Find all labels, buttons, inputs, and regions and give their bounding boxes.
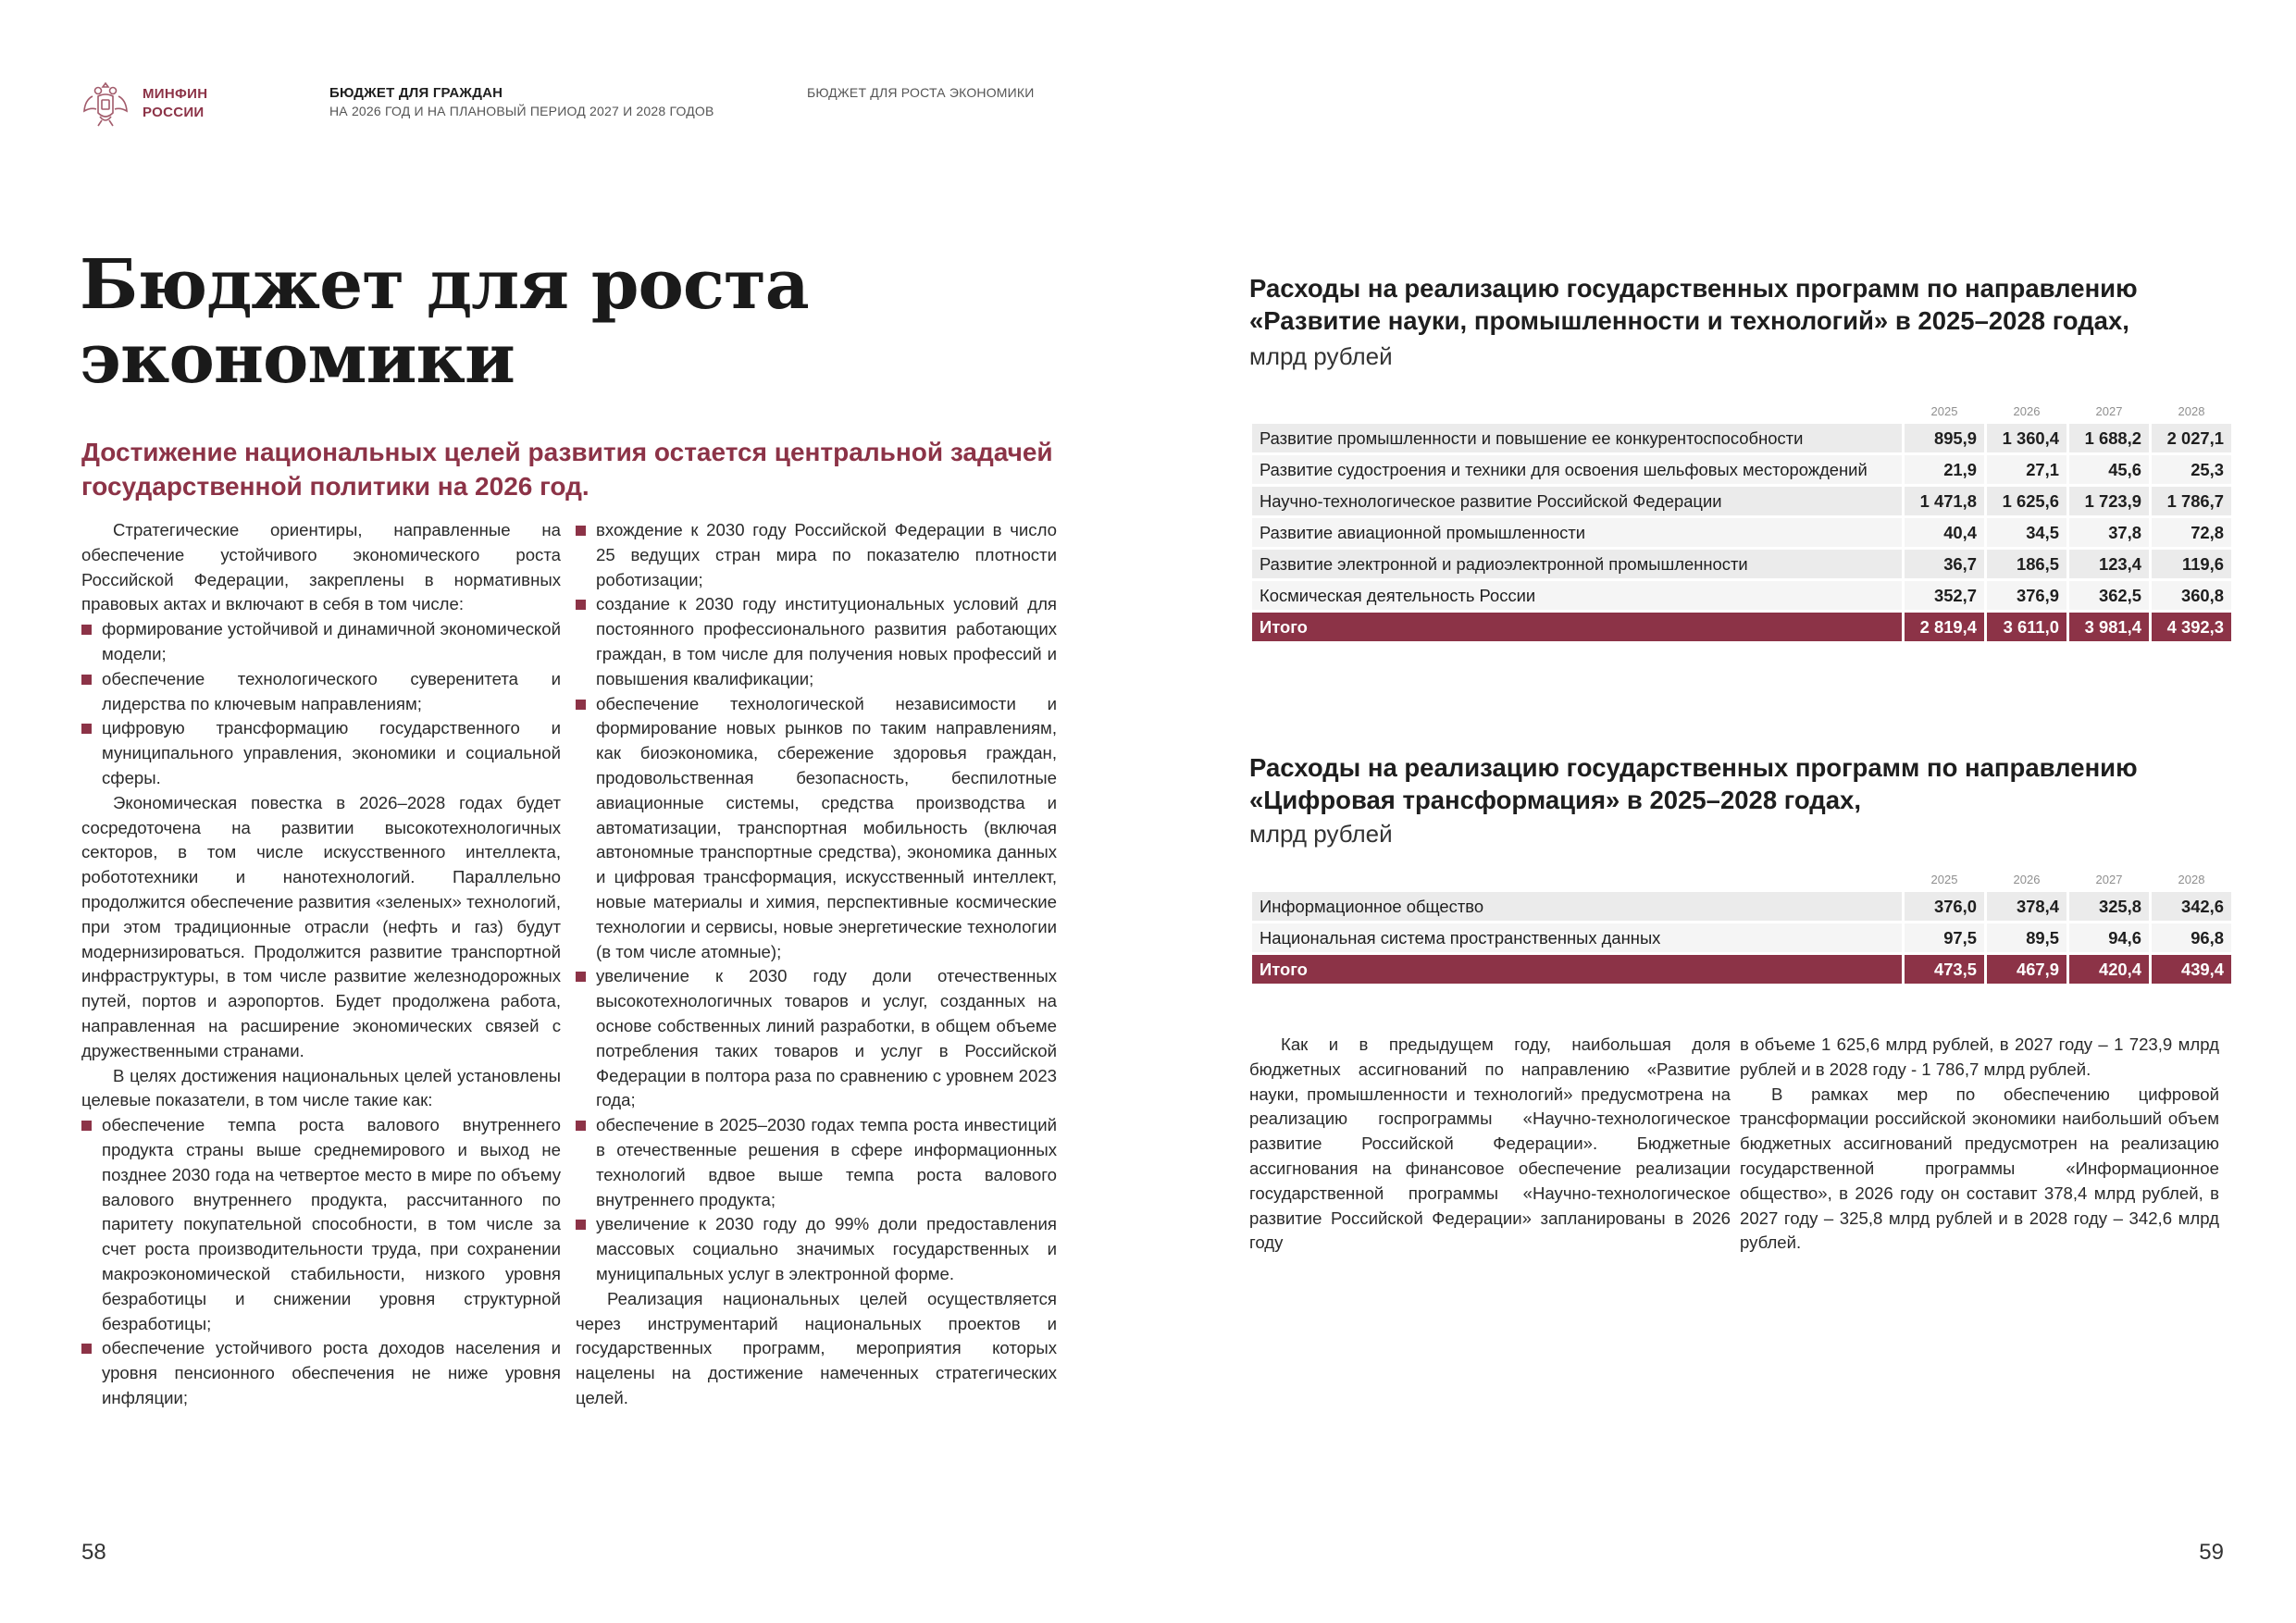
paragraph: Реализация национальных целей осуществляется через инструментарий национальных проектов и государственных программ, мероприятия которых нацелены на достижение намеченных стратегических целей. xyxy=(576,1288,1057,1407)
cell-value: 186,5 xyxy=(1987,550,2066,578)
cell-value: 342,6 xyxy=(2152,892,2231,921)
total-label: Итого xyxy=(1252,613,1902,641)
table-total-row xyxy=(1252,613,2231,641)
cell-value: 362,5 xyxy=(2069,581,2149,610)
total-value: 4 392,3 xyxy=(2152,613,2231,641)
row-label: Космическая деятельность России xyxy=(1252,581,1902,610)
page-title xyxy=(80,245,820,399)
cell-value: 21,9 xyxy=(1905,455,1984,484)
table1-unit: млрд рублей xyxy=(1249,342,1393,370)
row-label: Развитие промышленности и повышение ее конкурентоспособности xyxy=(1252,424,1902,452)
list-item: обеспечение технологической независимости и формирование новых рынков по таким направлениям, как биоэкономика, сбережение здоровья граждан, продовольственная безопасность, беспилотные авиационные системы, средства производства и автоматизации, транспортная мобильность (включая автономные транспортные средства), экономика данных и цифровая трансформация, искусственный интеллект, новые материалы и химия, перспективные космические технологии и сервисы, новые энергетические технологии (в том числе атомные); xyxy=(576,692,1057,965)
list-item: вхождение к 2030 году Российской Федерации в число 25 ведущих стран мира по показателю плотности роботизации; xyxy=(576,518,1057,592)
paragraph: В рамках мер по обеспечению цифровой трансформации российской экономики наибольший объем бюджетных ассигнований предусмотрен на реализацию государственной программы «Информационное общество», в 2026 году он составит 378,4 млрд рублей, в 2027 году – 325,8 млрд рублей и в 2028 году – 342,6 млрд рублей. xyxy=(1740,1084,2219,1253)
column-header: 2025 xyxy=(1930,403,1958,418)
cell-value: 25,3 xyxy=(2152,455,2231,484)
total-value: 420,4 xyxy=(2069,955,2149,984)
bullet-list xyxy=(576,518,1057,1287)
page-title-line1: Бюджет для роста xyxy=(80,245,809,325)
cell-value: 36,7 xyxy=(1905,550,1984,578)
total-value: 3 611,0 xyxy=(1987,613,2066,641)
cell-value: 2 027,1 xyxy=(2152,424,2231,452)
cell-value: 1 786,7 xyxy=(2152,487,2231,515)
cell-value: 376,9 xyxy=(1987,581,2066,610)
list-item: увеличение к 2030 году доли отечественных высокотехнологичных товаров и услуг, созданных на основе собственных линий разработки, в общем объеме потребления таких товаров и услуг в Российской Федерации в полтора раза по сравнению с уровнем 2023 года; xyxy=(576,964,1057,1113)
total-label: Итого xyxy=(1252,955,1902,984)
column-header: 2026 xyxy=(2013,872,2041,886)
cell-value: 378,4 xyxy=(1987,892,2066,921)
cell-value: 89,5 xyxy=(1987,923,2066,952)
left-text-column-2 xyxy=(576,518,1057,1411)
science-industry-table xyxy=(1249,398,2234,644)
cell-value: 27,1 xyxy=(1987,455,2066,484)
header-section: БЮДЖЕТ ДЛЯ РОСТА ЭКОНОМИКИ xyxy=(807,85,1035,100)
paragraph: в объеме 1 625,6 млрд рублей, в 2027 году – 1 723,9 млрд рублей и в 2028 году - 1 786,7 млрд рублей. xyxy=(1740,1035,2219,1079)
list-item: обеспечение темпа роста валового внутреннего продукта страны выше среднемирового и выход не позднее 2030 года на четвертое место в мире по объему валового внутреннего продукта, рассчитанного по паритету покупательной способности, в том числе за счет роста производительности труда, при сохранении макроэкономической стабильности, низкого уровня безработицы и снижении уровня структурной безработицы; xyxy=(81,1113,561,1336)
ministry-line1: МИНФИН xyxy=(143,86,208,102)
lead-paragraph: Достижение национальных целей развития остается центральной задачей государственной политики на 2026 год. xyxy=(81,438,1053,501)
table-row xyxy=(1252,424,2231,452)
digital-transformation-table xyxy=(1249,866,2234,986)
row-label: Информационное общество xyxy=(1252,892,1902,921)
cell-value: 37,8 xyxy=(2069,518,2149,547)
total-value: 3 981,4 xyxy=(2069,613,2149,641)
header-subtitle: НА 2026 ГОД И НА ПЛАНОВЫЙ ПЕРИОД 2027 И 2028 ГОДОВ xyxy=(329,104,714,118)
coat-of-arms-icon xyxy=(80,78,131,130)
cell-value: 895,9 xyxy=(1905,424,1984,452)
list-item: формирование устойчивой и динамичной экономической модели; xyxy=(81,617,561,667)
column-header: 2028 xyxy=(2178,872,2205,886)
cell-value: 97,5 xyxy=(1905,923,1984,952)
column-header: 2026 xyxy=(2013,403,2041,418)
right-text-column-1 xyxy=(1249,1033,1731,1256)
total-value: 467,9 xyxy=(1987,955,2066,984)
cell-value: 96,8 xyxy=(2152,923,2231,952)
cell-value: 72,8 xyxy=(2152,518,2231,547)
table-row xyxy=(1252,550,2231,578)
column-header: 2027 xyxy=(2095,403,2123,418)
left-text-column-1 xyxy=(81,518,561,1411)
bullet-list xyxy=(81,1113,561,1411)
table-total-row xyxy=(1252,955,2231,984)
table1-title: Расходы на реализацию государственных программ по направлению «Развитие науки, промышленности и технологий» в 2025–2028 годах, xyxy=(1249,274,2138,335)
column-header: 2027 xyxy=(2095,872,2123,886)
cell-value: 1 723,9 xyxy=(2069,487,2149,515)
column-header: 2028 xyxy=(2178,403,2205,418)
ministry-logo-text xyxy=(143,85,207,122)
table-row xyxy=(1252,518,2231,547)
page-number-left: 58 xyxy=(81,1540,106,1565)
page-title-line2: экономики xyxy=(80,319,515,399)
cell-value: 376,0 xyxy=(1905,892,1984,921)
list-item: обеспечение в 2025–2030 годах темпа роста инвестиций в отечественные решения в сфере информационных технологий вдвое выше темпа роста валового внутреннего продукта; xyxy=(576,1113,1057,1212)
cell-value: 119,6 xyxy=(2152,550,2231,578)
table-row xyxy=(1252,581,2231,610)
cell-value: 360,8 xyxy=(2152,581,2231,610)
row-label: Национальная система пространственных данных xyxy=(1252,923,1902,952)
table-row xyxy=(1252,455,2231,484)
page-number-right: 59 xyxy=(2199,1540,2224,1565)
cell-value: 45,6 xyxy=(2069,455,2149,484)
paragraph: Как и в предыдущем году, наибольшая доля бюджетных ассигнований по направлению «Развитие науки, промышленности и технологий» предусмотрена на реализацию госпрограммы «Научно-технологическое развитие Российской Федерации». Бюджетные ассигнования на финансовое обеспечение реализации государственной программы «Научно-технологическое развитие Российской Федерации» запланированы в 2026 году xyxy=(1249,1035,1731,1253)
cell-value: 1 625,6 xyxy=(1987,487,2066,515)
table2-title: Расходы на реализацию государственных программ по направлению «Цифровая трансформация» в 2025–2028 годах, xyxy=(1249,753,2138,814)
paragraph: В целях достижения национальных целей установлены целевые показатели, в том числе такие как: xyxy=(81,1065,561,1110)
cell-value: 94,6 xyxy=(2069,923,2149,952)
right-text-column-2 xyxy=(1740,1033,2219,1256)
list-item: создание к 2030 году институциональных условий для постоянного профессионального развития работающих граждан, в том числе для получения новых профессий и повышения квалификации; xyxy=(576,592,1057,691)
list-item: цифровую трансформацию государственного и муниципального управления, экономики и социальной сферы. xyxy=(81,716,561,790)
row-label: Развитие авиационной промышленности xyxy=(1252,518,1902,547)
cell-value: 123,4 xyxy=(2069,550,2149,578)
cell-value: 325,8 xyxy=(2069,892,2149,921)
list-item: обеспечение устойчивого роста доходов населения и уровня пенсионного обеспечения не ниже уровня инфляции; xyxy=(81,1336,561,1410)
total-value: 2 819,4 xyxy=(1905,613,1984,641)
ministry-line2: РОССИИ xyxy=(143,105,205,120)
table-header-empty xyxy=(1252,401,1902,421)
paragraph: Стратегические ориентиры, направленные на обеспечение устойчивого экономического роста Российской Федерации, закреплены в нормативных правовых актах и включают в себя в том числе: xyxy=(81,520,561,614)
table-row xyxy=(1252,487,2231,515)
list-item: обеспечение технологического суверенитета и лидерства по ключевым направлениям; xyxy=(81,667,561,717)
list-item: увеличение к 2030 году до 99% доли предоставления массовых социально значимых государственных и муниципальных услуг в электронной форме. xyxy=(576,1212,1057,1286)
row-label: Развитие судостроения и техники для освоения шельфовых месторождений xyxy=(1252,455,1902,484)
bullet-list xyxy=(81,617,561,791)
row-label: Научно-технологическое развитие Российской Федерации xyxy=(1252,487,1902,515)
table2-unit: млрд рублей xyxy=(1249,820,1393,848)
header-title: БЮДЖЕТ ДЛЯ ГРАЖДАН xyxy=(329,85,503,101)
total-value: 473,5 xyxy=(1905,955,1984,984)
cell-value: 1 360,4 xyxy=(1987,424,2066,452)
column-header: 2025 xyxy=(1930,872,1958,886)
paragraph: Экономическая повестка в 2026–2028 годах будет сосредоточена на развитии высокотехнологичных секторов, в том числе искусственного интеллекта, робототехники и нанотехнологий. Параллельно продолжится обеспечение развития «зеленых» технологий, при этом традиционные отрасли (нефть и газ) будут модернизироваться. Продолжится развитие транспортной инфраструктуры, в том числе развитие железнодорожных путей, портов и аэропортов. Будет продолжена работа, направленная на расширение экономических связей с дружественными странами. xyxy=(81,792,561,1060)
table-header-empty xyxy=(1252,869,1902,889)
row-label: Развитие электронной и радиоэлектронной промышленности xyxy=(1252,550,1902,578)
total-value: 439,4 xyxy=(2152,955,2231,984)
cell-value: 1 471,8 xyxy=(1905,487,1984,515)
cell-value: 352,7 xyxy=(1905,581,1984,610)
table-row xyxy=(1252,923,2231,952)
cell-value: 34,5 xyxy=(1987,518,2066,547)
cell-value: 1 688,2 xyxy=(2069,424,2149,452)
table-row xyxy=(1252,892,2231,921)
cell-value: 40,4 xyxy=(1905,518,1984,547)
